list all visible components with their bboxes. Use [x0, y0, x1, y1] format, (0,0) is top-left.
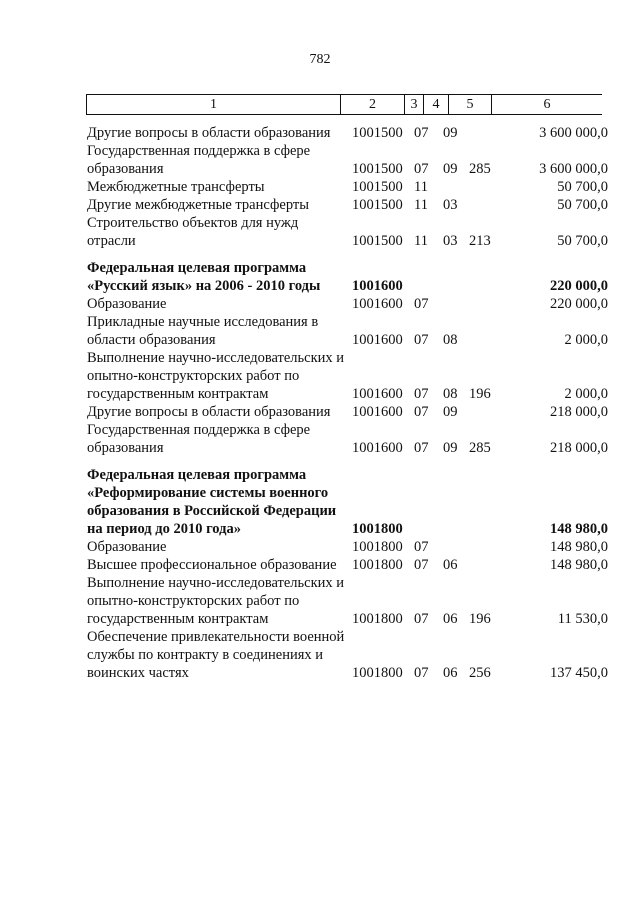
row-description: Другие вопросы в области образования — [87, 125, 331, 141]
row-col-3: 11 — [414, 197, 428, 213]
row-col-2: 1001600 — [352, 386, 403, 402]
row-col-2: 1001600 — [352, 296, 403, 312]
row-col-6: 50 700,0 — [557, 179, 608, 195]
row-col-3: 07 — [414, 440, 429, 456]
header-col-3: 3 — [410, 97, 418, 112]
table-row — [0, 295, 640, 313]
row-col-2: 1001600 — [352, 332, 403, 348]
row-col-2: 1001800 — [352, 557, 403, 573]
row-col-4: 09 — [443, 161, 458, 177]
row-col-3: 07 — [414, 665, 429, 681]
row-description: Образование — [87, 539, 167, 555]
row-description: Обеспечение привлекательности военной службы по контракту в соединениях и воинских частях — [87, 629, 345, 681]
table-row — [0, 574, 640, 628]
table-row — [0, 556, 640, 574]
row-col-2: 1001800 — [352, 611, 403, 627]
row-col-6: 3 600 000,0 — [539, 125, 608, 141]
program-row — [0, 259, 640, 295]
row-col-5: 285 — [469, 440, 491, 456]
row-col-5: 213 — [469, 233, 491, 249]
header-col-5: 5 — [466, 97, 474, 112]
row-col-4: 08 — [443, 332, 458, 348]
row-col-2: 1001800 — [352, 521, 403, 537]
row-col-2: 1001800 — [352, 665, 403, 681]
row-col-6: 2 000,0 — [564, 332, 608, 348]
header-col-4: 4 — [432, 97, 440, 112]
row-description: Государственная поддержка в сфере образования — [87, 143, 311, 177]
row-col-2: 1001500 — [352, 179, 403, 195]
row-col-2: 1001500 — [352, 233, 403, 249]
row-col-3: 07 — [414, 539, 429, 555]
row-col-5: 196 — [469, 386, 491, 402]
row-col-6: 218 000,0 — [550, 440, 608, 456]
header-col-1: 1 — [210, 97, 217, 112]
row-col-4: 03 — [443, 233, 458, 249]
row-col-4: 09 — [443, 125, 458, 141]
row-col-6: 220 000,0 — [550, 278, 608, 294]
row-col-3: 07 — [414, 125, 429, 141]
table-row — [0, 214, 640, 250]
row-col-3: 07 — [414, 386, 429, 402]
row-col-2: 1001800 — [352, 539, 403, 555]
row-col-5: 196 — [469, 611, 491, 627]
row-col-2: 1001500 — [352, 125, 403, 141]
row-col-6: 218 000,0 — [550, 404, 608, 420]
row-col-3: 07 — [414, 557, 429, 573]
row-col-3: 07 — [414, 332, 429, 348]
budget-table-body — [0, 124, 640, 682]
row-col-2: 1001600 — [352, 278, 403, 294]
row-col-2: 1001600 — [352, 440, 403, 456]
table-row — [0, 196, 640, 214]
row-col-4: 06 — [443, 557, 458, 573]
row-description: Другие межбюджетные трансферты — [87, 197, 309, 213]
table-row — [0, 403, 640, 421]
row-col-4: 03 — [443, 197, 458, 213]
row-col-3: 07 — [414, 161, 429, 177]
table-row — [0, 628, 640, 682]
row-col-3: 07 — [414, 404, 429, 420]
table-row — [0, 313, 640, 349]
row-description: Выполнение научно-исследовательских и опытно-конструкторских работ по государственным контрактам — [87, 575, 345, 627]
table-row — [0, 538, 640, 556]
table-row — [0, 124, 640, 142]
row-col-6: 148 980,0 — [550, 521, 608, 537]
row-col-2: 1001600 — [352, 404, 403, 420]
table-row — [0, 142, 640, 178]
row-col-6: 50 700,0 — [557, 197, 608, 213]
row-col-3: 07 — [414, 611, 429, 627]
row-col-6: 220 000,0 — [550, 296, 608, 312]
row-description: Федеральная целевая программа «Русский язык» на 2006 - 2010 годы — [87, 260, 321, 294]
row-col-5: 256 — [469, 665, 491, 681]
row-description: Государственная поддержка в сфере образования — [87, 422, 311, 456]
row-col-3: 07 — [414, 296, 429, 312]
row-col-2: 1001500 — [352, 161, 403, 177]
row-description: Прикладные научные исследования в области образования — [87, 314, 319, 348]
row-col-6: 137 450,0 — [550, 665, 608, 681]
row-col-4: 06 — [443, 665, 458, 681]
table-row — [0, 178, 640, 196]
row-col-3: 11 — [414, 179, 428, 195]
row-col-4: 06 — [443, 611, 458, 627]
table-row — [0, 349, 640, 403]
row-col-4: 09 — [443, 440, 458, 456]
row-description: Выполнение научно-исследовательских и опытно-конструкторских работ по государственным контрактам — [87, 350, 345, 402]
page-number: 782 — [309, 52, 331, 67]
header-col-2: 2 — [369, 97, 376, 112]
row-description: Другие вопросы в области образования — [87, 404, 331, 420]
row-description: Федеральная целевая программа «Реформирование системы военного образования в Российской Федерации на период до 2010 года» — [87, 467, 337, 537]
header-col-6: 6 — [543, 97, 551, 112]
row-col-6: 148 980,0 — [550, 539, 608, 555]
row-col-6: 3 600 000,0 — [539, 161, 608, 177]
table-row — [0, 421, 640, 457]
row-description: Строительство объектов для нужд отрасли — [87, 215, 299, 249]
row-col-2: 1001500 — [352, 197, 403, 213]
row-col-6: 148 980,0 — [550, 557, 608, 573]
row-col-4: 08 — [443, 386, 458, 402]
row-col-3: 11 — [414, 233, 428, 249]
row-description: Образование — [87, 296, 167, 312]
row-col-5: 285 — [469, 161, 491, 177]
row-col-6: 2 000,0 — [564, 386, 608, 402]
program-row — [0, 466, 640, 538]
row-col-6: 11 530,0 — [557, 611, 608, 627]
row-col-6: 50 700,0 — [557, 233, 608, 249]
row-col-4: 09 — [443, 404, 458, 420]
row-description: Межбюджетные трансферты — [87, 179, 265, 195]
table-header — [86, 94, 602, 115]
row-description: Высшее профессиональное образование — [87, 557, 337, 573]
